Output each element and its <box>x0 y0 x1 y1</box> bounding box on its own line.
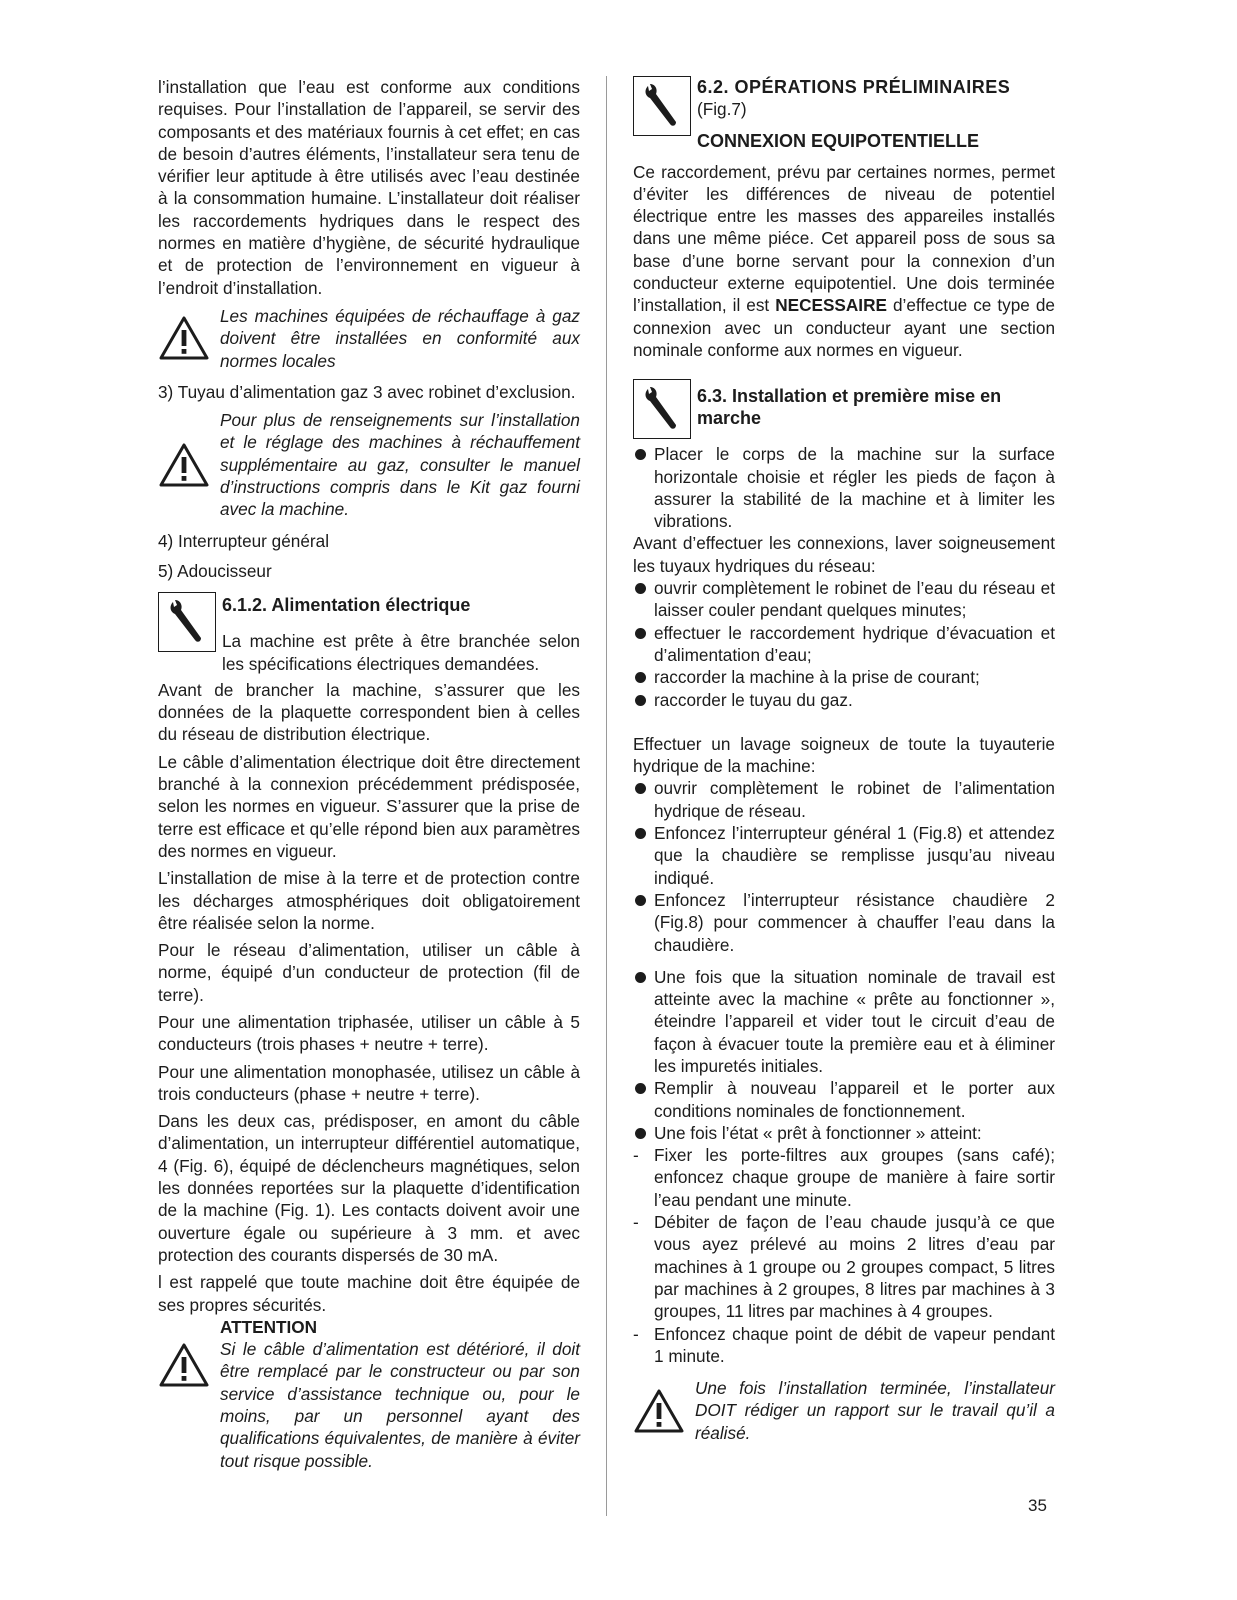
section-6-2-title: 6.2. OPÉRATIONS PRÉLIMINAIRES <box>697 77 1011 97</box>
warning-kit <box>158 409 580 520</box>
list-item: ouvrir complètement le robinet de l’alimentation hydrique de réseau. <box>633 777 1055 822</box>
warning-triangle-icon <box>158 442 220 488</box>
warning-triangle-icon <box>158 1316 220 1388</box>
section-6-2-fig: (Fig.7) <box>697 99 747 119</box>
item-3: 3) Tuyau d’alimentation gaz 3 avec robinet d’exclusion. <box>158 381 576 402</box>
warning-report-text: Une fois l’installation terminée, l’installateur DOIT rédiger un rapport sur le travail qu’il a réalisé. <box>695 1378 1055 1443</box>
list-item: - Débiter de façon de l’eau chaude jusqu’à ce que vous ayez prélevé au moins 2 litres d’eau par machines à 1 groupe ou 2 groupes compact, 5 litres par machines à 2 groupes, 8 litres par machines à 3 groupes, 11 litres par machines à 4 groupes. <box>633 1211 1055 1322</box>
wrench-icon <box>158 592 216 652</box>
list-item: Remplir à nouveau l’appareil et le porter aux conditions nominales de fonctionnement. <box>633 1077 1055 1122</box>
section-6-1-2-header <box>158 592 580 675</box>
warning-gas <box>158 305 580 372</box>
clean-intro: Effectuer un lavage soigneux de toute la tuyauterie hydrique de la machine: <box>633 733 1055 777</box>
paragraph-4: Pour le réseau d’alimentation, utiliser un câble à norme, équipé d’un conducteur de protection (fil de terre). <box>158 940 580 1005</box>
warning-kit-text: Pour plus de renseignements sur l’installation et le réglage des machines à réchauffement supplémentaire au gaz, consulter le manuel d’instructions compris dans le Kit gaz fourni avec la machine. <box>220 410 580 520</box>
item-4: 4) Interrupteur général <box>158 530 330 551</box>
dash-list <box>633 1144 1055 1367</box>
item-5: 5) Adoucisseur <box>158 560 272 581</box>
final-list <box>633 966 1055 1144</box>
list-item: raccorder le tuyau du gaz. <box>633 689 1055 711</box>
list-item: ouvrir complètement le robinet de l’eau du réseau et laisser couler pendant quelques minutes; <box>633 577 1055 622</box>
list-item: - Fixer les porte-filtres aux groupes (sans café); enfoncez chaque groupe de manière à faire sortir l’eau pendant une minute. <box>633 1144 1055 1211</box>
section-6-2-subtitle: CONNEXION EQUIPOTENTIELLE <box>697 131 980 152</box>
intro-paragraph: l’installation que l’eau est conforme aux conditions requises. Pour l’installation de l’appareil, se servir des composants et des matériaux fournis à cet effet; en cas de besoin d’autres éléments, l’installateur sera tenu de vérifier leur aptitude à être utilisés avec l’eau destinée à la consommation humaine. L’installateur doit réaliser les raccordements hydriques dans le respect des normes en matière d’hygiène, de sécurité hydraulique et de protection de l’environnement en vigueur à l’endroit d’installation. <box>158 77 580 298</box>
connect-list <box>633 577 1055 711</box>
left-column <box>158 76 580 1481</box>
list-item: Placer le corps de la machine sur la surface horizontale choisie et régler les pieds de façon à assurer la stabilité de la machine et à limiter les vibrations. <box>633 443 1055 532</box>
column-divider <box>606 76 607 1516</box>
list-item: Enfoncez l’interrupteur résistance chaudière 2 (Fig.8) pour commencer à chauffer l’eau dans la chaudière. <box>633 889 1055 956</box>
attention-text: Si le câble d’alimentation est détérioré, il doit être remplacé par le constructeur ou par son service d’assistance technique ou, pour le moins, par un personnel ayant des qualifications équivalentes, de manière à éviter tout risque possible. <box>220 1339 580 1471</box>
list-item: Une fois l’état « prêt à fonctionner » atteint: <box>633 1122 1055 1144</box>
wrench-icon <box>633 379 691 439</box>
wrench-icon <box>633 76 691 136</box>
warning-attention <box>158 1316 580 1472</box>
paragraph-1: Avant de brancher la machine, s’assurer que les données de la plaquette correspondent bien à celles du réseau de distribution électrique. <box>158 679 580 745</box>
attention-title: ATTENTION <box>220 1316 318 1337</box>
section-6-1-2-intro: La machine est prête à être branchée selon les spécifications électriques demandées. <box>222 631 580 674</box>
clean-list <box>633 777 1055 955</box>
warning-triangle-icon <box>633 1388 695 1434</box>
section-6-3-header <box>633 379 1055 439</box>
warning-gas-text: Les machines équipées de réchauffage à gaz doivent être installées en conformité aux normes locales <box>220 305 580 371</box>
right-column <box>633 76 1055 1453</box>
equipotential-text-2: d’effectue ce type de connexion avec un conducteur ayant une section nominale conforme aux normes en vigueur. <box>633 295 1055 360</box>
wash-intro: Avant d’effectuer les connexions, laver soigneusement les tuyaux hydriques du réseau: <box>633 533 1055 576</box>
list-item: effectuer le raccordement hydrique d’évacuation et d’alimentation d’eau; <box>633 622 1055 667</box>
equipotential-bold: NECESSAIRE <box>775 295 887 316</box>
equipotential-text-1: Ce raccordement, prévu par certaines normes, permet d’éviter les différences de niveau de potentiel électrique entre les masses des appareiles installés dans une même piéce. Cet appareil poss de sous sa base d’une borne servant pour la connexion d’un conducteur externe equipotentiel. Une dois terminée l’installation, il est <box>633 161 1055 316</box>
list-item: - Enfoncez chaque point de débit de vapeur pendant 1 minute. <box>633 1323 1055 1368</box>
warning-triangle-icon <box>158 315 220 361</box>
list-item: Une fois que la situation nominale de travail est atteinte avec la machine « prête au fonctionner », éteindre l’appareil et vider tout le circuit d’eau de façon à évacuer toute la première eau et à éliminer les impuretés initiales. <box>633 966 1055 1077</box>
paragraph-7: Dans les deux cas, prédisposer, en amont du câble d’alimentation, un interrupteur différentiel automatique, 4 (Fig. 6), équipé de déclencheurs magnétiques, selon les données reportées sur la plaquette d’identification de la machine (Fig. 1). Les contacts doivent avoir une ouverture égale ou supérieure à 3 mm. et avec protection des courants dispersés de 30 mA. <box>158 1111 580 1265</box>
paragraph-5: Pour une alimentation triphasée, utiliser un câble à 5 conducteurs (trois phases + neutre + terre). <box>158 1011 580 1055</box>
warning-report <box>633 1377 1055 1444</box>
paragraph-2: Le câble d’alimentation électrique doit être directement branché à la connexion précédemment prédisposée, selon les normes en vigueur. S’assurer que la prise de terre est efficace et qu’elle répond bien aux paramètres des normes en vigueur. <box>158 751 580 861</box>
paragraph-6: Pour une alimentation monophasée, utilisez un câble à trois conducteurs (phase + neutre + terre). <box>158 1061 580 1104</box>
paragraph-8: l est rappelé que toute machine doit être équipée de ses propres sécurités. <box>158 1272 580 1315</box>
placement-list <box>633 443 1055 532</box>
section-6-3-title: 6.3. Installation et première mise en marche <box>697 386 1002 429</box>
list-item: Enfoncez l’interrupteur général 1 (Fig.8) et attendez que la chaudière se remplisse jusqu’au niveau indiqué. <box>633 822 1055 889</box>
equipotential-paragraph <box>633 161 1055 362</box>
page-number: 35 <box>1028 1496 1047 1515</box>
section-6-1-2-title: 6.1.2. Alimentation électrique <box>222 595 471 616</box>
section-6-2-header <box>633 76 1055 153</box>
paragraph-3: L’installation de mise à la terre et de protection contre les décharges atmosphériques doit obligatoirement être réalisée selon la norme. <box>158 868 580 933</box>
list-item: raccorder la machine à la prise de courant; <box>633 666 1055 688</box>
